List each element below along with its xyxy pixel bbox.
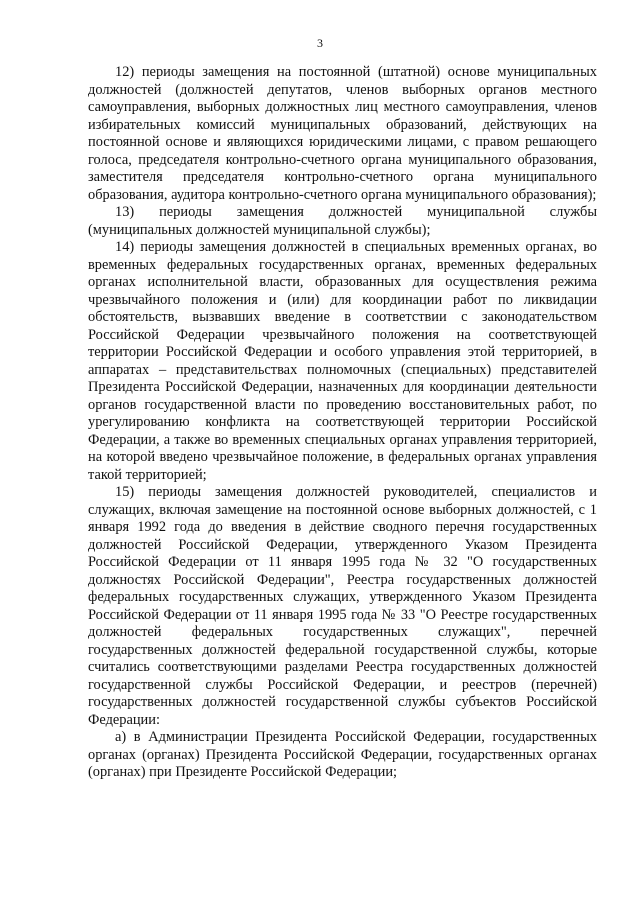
paragraph-item-14: 14) периоды замещения должностей в специальных временных органах, во временных федеральных государственных органах, временных федеральных органах исполнительной власти, образованных для осуществления режима чрезвычайного положения и (или) для координации работ по ликвидации обстоятельств, вызвавших введение в соответствии с законодательством Российской Федерации чрезвычайного положения на соответствующей территории Российской Федерации и особого управления этой территорией, в аппаратах – представительствах полномочных (специальных) представителей Президента Российской Федерации, назначенных для координации деятельности органов государственной власти по проведению восстановительных работ, по урегулированию конфликта на соответствующей территории Российской Федерации, а также во временных специальных органах управления территорией, на которой введено чрезвычайное положение, в федеральных органах управления такой территорией; [88,239,597,483]
document-body [88,64,597,782]
paragraph-item-15: 15) периоды замещения должностей руководителей, специалистов и служащих, включая замещение на постоянной основе выборных должностей, с 1 января 1992 года до введения в действие сводного перечня государственных должностей Российской Федерации, утвержденного Указом Президента Российской Федерации от 11 января 1995 года № 32 "О государственных должностях Российской Федерации", Реестра государственных должностей федеральных государственных служащих, утвержденного Указом Президента Российской Федерации от 11 января 1995 года № 33 "О Реестре государственных должностей федеральных государственных служащих", перечней государственных должностей федеральной государственной службы, которые считались соответствующими разделами Реестра государственных должностей государственной службы Российской Федерации, и реестров (перечней) государственных должностей государственной службы субъектов Российской Федерации: [88,484,597,728]
paragraph-item-12: 12) периоды замещения на постоянной (штатной) основе муниципальных должностей (должностей депутатов, членов выборных органов местного самоуправления, выборных должностных лиц местного самоуправления, членов избирательных комиссий муниципальных образований, действующих на постоянной основе и являющихся юридическими лицами, с правом решающего голоса, председателя контрольно-счетного органа муниципального образования, заместителя председателя контрольно-счетного органа муниципального образования, аудитора контрольно-счетного органа муниципального образования); [88,64,597,203]
paragraph-subitem-a: а) в Администрации Президента Российской Федерации, государственных органах (органах) Президента Российской Федерации, государственных органах (органах) при Президенте Российской Федерации; [88,729,597,780]
paragraph-item-13: 13) периоды замещения должностей муниципальной службы (муниципальных должностей муниципальной службы); [88,204,597,238]
page-number: 3 [317,36,323,50]
